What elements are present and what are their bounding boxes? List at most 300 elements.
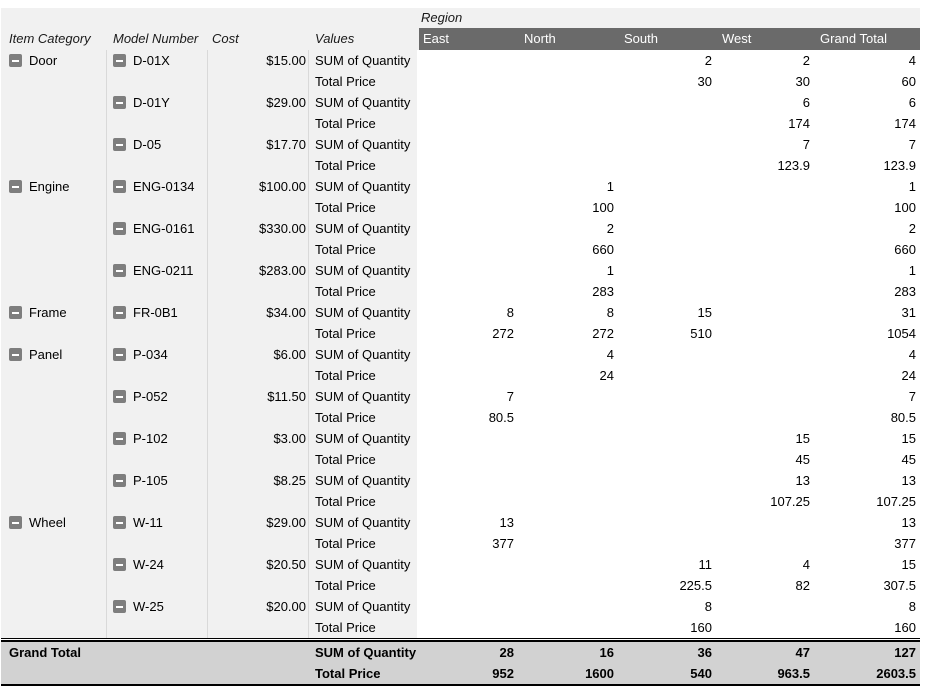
- cost-cell[interactable]: [208, 491, 309, 512]
- cell-west[interactable]: [716, 239, 814, 260]
- values-label-cell[interactable]: SUM of Quantity: [309, 470, 417, 491]
- values-label-cell[interactable]: Total Price: [309, 155, 417, 176]
- cell-grand-total[interactable]: 31: [814, 302, 920, 323]
- cost-cell[interactable]: $100.00: [208, 176, 309, 197]
- cell-west[interactable]: 7: [716, 134, 814, 155]
- cell-grand-total[interactable]: 7: [814, 386, 920, 407]
- cost-cell[interactable]: [208, 197, 309, 218]
- cell-west[interactable]: [716, 197, 814, 218]
- pivot-row: [1, 470, 920, 491]
- values-label-cell[interactable]: SUM of Quantity: [309, 344, 417, 365]
- cell-north[interactable]: [518, 407, 618, 428]
- grand-total-total[interactable]: 2603.5: [814, 663, 920, 684]
- cell-south[interactable]: 2: [618, 50, 716, 71]
- category-cell[interactable]: [1, 155, 107, 176]
- model-cell[interactable]: [107, 554, 208, 575]
- cost-cell[interactable]: [208, 449, 309, 470]
- collapse-minus-icon[interactable]: [9, 516, 22, 529]
- cost-cell[interactable]: [208, 617, 309, 638]
- cell-west[interactable]: [716, 533, 814, 554]
- collapse-minus-icon[interactable]: [113, 348, 126, 361]
- cell-grand-total[interactable]: 15: [814, 554, 920, 575]
- category-label: Wheel: [29, 515, 66, 530]
- category-cell[interactable]: [1, 617, 107, 638]
- grand-total-north[interactable]: 16: [518, 642, 618, 663]
- cell-south[interactable]: [618, 491, 716, 512]
- cell-south[interactable]: [618, 407, 716, 428]
- pivot-row: [1, 449, 920, 470]
- values-label-cell[interactable]: SUM of Quantity: [309, 260, 417, 281]
- column-header-west[interactable]: West: [716, 28, 814, 50]
- cell-east[interactable]: [417, 50, 518, 71]
- model-cell[interactable]: [107, 533, 208, 554]
- cell-east[interactable]: [417, 71, 518, 92]
- cell-west[interactable]: 82: [716, 575, 814, 596]
- model-cell[interactable]: [107, 176, 208, 197]
- cell-north[interactable]: 272: [518, 323, 618, 344]
- cell-grand-total[interactable]: 123.9: [814, 155, 920, 176]
- values-label-cell[interactable]: Total Price: [309, 365, 417, 386]
- cell-west[interactable]: 45: [716, 449, 814, 470]
- cell-east[interactable]: [417, 92, 518, 113]
- cell-south[interactable]: [618, 365, 716, 386]
- cell-east[interactable]: [417, 365, 518, 386]
- category-cell[interactable]: [1, 50, 107, 71]
- cell-east[interactable]: 13: [417, 512, 518, 533]
- cell-east[interactable]: [417, 155, 518, 176]
- cell-east[interactable]: 272: [417, 323, 518, 344]
- model-cell[interactable]: [107, 239, 208, 260]
- cell-south[interactable]: [618, 218, 716, 239]
- cell-west[interactable]: [716, 323, 814, 344]
- values-label-cell[interactable]: Total Price: [309, 239, 417, 260]
- cell-north[interactable]: [518, 533, 618, 554]
- model-cell[interactable]: [107, 302, 208, 323]
- collapse-minus-icon[interactable]: [113, 558, 126, 571]
- collapse-minus-icon[interactable]: [113, 264, 126, 277]
- cell-grand-total[interactable]: 7: [814, 134, 920, 155]
- cell-grand-total[interactable]: 8: [814, 596, 920, 617]
- cell-south[interactable]: [618, 239, 716, 260]
- cell-grand-total[interactable]: 13: [814, 470, 920, 491]
- cell-west[interactable]: 30: [716, 71, 814, 92]
- cost-cell[interactable]: [208, 71, 309, 92]
- header-values[interactable]: Values: [309, 28, 417, 50]
- cell-west[interactable]: [716, 260, 814, 281]
- model-cell[interactable]: [107, 512, 208, 533]
- cell-north[interactable]: 100: [518, 197, 618, 218]
- cell-west[interactable]: 174: [716, 113, 814, 134]
- cell-north[interactable]: [518, 617, 618, 638]
- category-cell[interactable]: [1, 533, 107, 554]
- cell-grand-total[interactable]: 24: [814, 365, 920, 386]
- cell-grand-total[interactable]: 80.5: [814, 407, 920, 428]
- model-cell[interactable]: [107, 365, 208, 386]
- model-cell[interactable]: [107, 470, 208, 491]
- grand-total-values-label: Total Price: [309, 663, 417, 684]
- values-label-cell[interactable]: SUM of Quantity: [309, 596, 417, 617]
- cell-south[interactable]: [618, 197, 716, 218]
- region-field-label[interactable]: Region: [417, 8, 920, 28]
- column-header-east[interactable]: East: [417, 28, 518, 50]
- model-label: P-052: [133, 389, 168, 404]
- values-label-cell[interactable]: Total Price: [309, 617, 417, 638]
- cell-west[interactable]: [716, 365, 814, 386]
- values-label-cell[interactable]: SUM of Quantity: [309, 302, 417, 323]
- category-cell[interactable]: [1, 428, 107, 449]
- values-label-cell[interactable]: SUM of Quantity: [309, 554, 417, 575]
- values-label-cell[interactable]: Total Price: [309, 449, 417, 470]
- collapse-minus-icon[interactable]: [113, 180, 126, 193]
- collapse-minus-icon[interactable]: [113, 54, 126, 67]
- cell-east[interactable]: 80.5: [417, 407, 518, 428]
- grand-total-south[interactable]: 540: [618, 663, 716, 684]
- cell-grand-total[interactable]: 4: [814, 344, 920, 365]
- collapse-minus-icon[interactable]: [113, 432, 126, 445]
- cost-cell[interactable]: $3.00: [208, 428, 309, 449]
- model-cell[interactable]: [107, 617, 208, 638]
- category-cell[interactable]: [1, 176, 107, 197]
- cell-north[interactable]: [518, 470, 618, 491]
- cost-cell[interactable]: [208, 113, 309, 134]
- column-header-grand-total[interactable]: Grand Total: [814, 28, 920, 50]
- model-cell[interactable]: [107, 491, 208, 512]
- cost-cell[interactable]: [208, 365, 309, 386]
- cell-west[interactable]: [716, 344, 814, 365]
- cell-south[interactable]: [618, 176, 716, 197]
- cell-east[interactable]: [417, 281, 518, 302]
- cost-cell[interactable]: [208, 575, 309, 596]
- cell-grand-total[interactable]: 1054: [814, 323, 920, 344]
- column-header-north[interactable]: North: [518, 28, 618, 50]
- model-cell[interactable]: [107, 281, 208, 302]
- values-label-cell[interactable]: Total Price: [309, 197, 417, 218]
- category-cell[interactable]: [1, 449, 107, 470]
- cost-cell[interactable]: [208, 239, 309, 260]
- model-cell[interactable]: [107, 197, 208, 218]
- category-cell[interactable]: [1, 92, 107, 113]
- cell-south[interactable]: [618, 113, 716, 134]
- collapse-minus-icon[interactable]: [113, 222, 126, 235]
- collapse-minus-icon[interactable]: [113, 516, 126, 529]
- cost-cell[interactable]: $34.00: [208, 302, 309, 323]
- category-cell[interactable]: [1, 197, 107, 218]
- collapse-minus-icon[interactable]: [9, 180, 22, 193]
- values-label-cell[interactable]: SUM of Quantity: [309, 134, 417, 155]
- cell-north[interactable]: 4: [518, 344, 618, 365]
- cell-grand-total[interactable]: 45: [814, 449, 920, 470]
- cell-west[interactable]: [716, 617, 814, 638]
- grand-total-east[interactable]: 28: [417, 642, 518, 663]
- cell-south[interactable]: 160: [618, 617, 716, 638]
- cost-cell[interactable]: [208, 323, 309, 344]
- cost-cell[interactable]: $11.50: [208, 386, 309, 407]
- category-cell[interactable]: [1, 575, 107, 596]
- cell-north[interactable]: [518, 575, 618, 596]
- category-cell[interactable]: [1, 260, 107, 281]
- cell-east[interactable]: [417, 260, 518, 281]
- cell-north[interactable]: [518, 428, 618, 449]
- cell-east[interactable]: [417, 449, 518, 470]
- collapse-minus-icon[interactable]: [113, 96, 126, 109]
- footer-model-cell: [107, 642, 208, 663]
- collapse-minus-icon[interactable]: [113, 474, 126, 487]
- cell-west[interactable]: [716, 386, 814, 407]
- cell-east[interactable]: 8: [417, 302, 518, 323]
- cell-west[interactable]: [716, 218, 814, 239]
- values-label-cell[interactable]: Total Price: [309, 575, 417, 596]
- cell-south[interactable]: 225.5: [618, 575, 716, 596]
- model-cell[interactable]: [107, 575, 208, 596]
- model-cell[interactable]: [107, 260, 208, 281]
- cell-grand-total[interactable]: 377: [814, 533, 920, 554]
- cell-north[interactable]: [518, 50, 618, 71]
- cell-south[interactable]: 30: [618, 71, 716, 92]
- cell-east[interactable]: [417, 575, 518, 596]
- cell-east[interactable]: [417, 239, 518, 260]
- cell-west[interactable]: [716, 512, 814, 533]
- cell-grand-total[interactable]: 107.25: [814, 491, 920, 512]
- table-bottom-border: [1, 684, 920, 686]
- cell-west[interactable]: [716, 176, 814, 197]
- cell-grand-total[interactable]: 307.5: [814, 575, 920, 596]
- category-cell[interactable]: [1, 113, 107, 134]
- values-label-cell[interactable]: SUM of Quantity: [309, 512, 417, 533]
- header-cost[interactable]: Cost: [208, 28, 309, 50]
- cell-north[interactable]: 24: [518, 365, 618, 386]
- cell-grand-total[interactable]: 660: [814, 239, 920, 260]
- cell-grand-total[interactable]: 283: [814, 281, 920, 302]
- category-cell[interactable]: [1, 344, 107, 365]
- cell-north[interactable]: [518, 113, 618, 134]
- grand-total-south[interactable]: 36: [618, 642, 716, 663]
- cost-cell[interactable]: $20.50: [208, 554, 309, 575]
- cell-south[interactable]: [618, 428, 716, 449]
- category-cell[interactable]: [1, 470, 107, 491]
- cell-west[interactable]: 15: [716, 428, 814, 449]
- collapse-minus-icon[interactable]: [113, 306, 126, 319]
- cell-grand-total[interactable]: 60: [814, 71, 920, 92]
- cost-cell[interactable]: $29.00: [208, 512, 309, 533]
- cell-east[interactable]: [417, 344, 518, 365]
- model-cell[interactable]: [107, 218, 208, 239]
- values-label-cell[interactable]: Total Price: [309, 407, 417, 428]
- cell-south[interactable]: [618, 533, 716, 554]
- cell-east[interactable]: [417, 197, 518, 218]
- cell-north[interactable]: [518, 596, 618, 617]
- cell-south[interactable]: 8: [618, 596, 716, 617]
- cell-south[interactable]: [618, 449, 716, 470]
- cell-east[interactable]: [417, 596, 518, 617]
- cell-north[interactable]: [518, 512, 618, 533]
- cell-south[interactable]: [618, 281, 716, 302]
- cell-north[interactable]: 1: [518, 176, 618, 197]
- model-cell[interactable]: [107, 386, 208, 407]
- cell-east[interactable]: [417, 554, 518, 575]
- cost-cell[interactable]: [208, 407, 309, 428]
- cell-west[interactable]: [716, 407, 814, 428]
- cost-cell[interactable]: [208, 533, 309, 554]
- cell-south[interactable]: 11: [618, 554, 716, 575]
- cell-grand-total[interactable]: 174: [814, 113, 920, 134]
- grand-total-east[interactable]: 952: [417, 663, 518, 684]
- cell-east[interactable]: 377: [417, 533, 518, 554]
- cell-south[interactable]: [618, 155, 716, 176]
- values-label-cell[interactable]: SUM of Quantity: [309, 176, 417, 197]
- cell-north[interactable]: 283: [518, 281, 618, 302]
- cell-west[interactable]: 2: [716, 50, 814, 71]
- values-label-cell[interactable]: Total Price: [309, 113, 417, 134]
- cell-grand-total[interactable]: 6: [814, 92, 920, 113]
- cell-north[interactable]: [518, 92, 618, 113]
- model-label: ENG-0161: [133, 221, 195, 236]
- values-label-cell[interactable]: Total Price: [309, 71, 417, 92]
- cell-north[interactable]: [518, 71, 618, 92]
- category-cell[interactable]: [1, 302, 107, 323]
- cost-cell[interactable]: $20.00: [208, 596, 309, 617]
- cell-north[interactable]: [518, 134, 618, 155]
- cell-east[interactable]: [417, 428, 518, 449]
- cell-grand-total[interactable]: 4: [814, 50, 920, 71]
- values-label-cell[interactable]: Total Price: [309, 323, 417, 344]
- cell-west[interactable]: [716, 281, 814, 302]
- values-label-cell[interactable]: SUM of Quantity: [309, 92, 417, 113]
- model-cell[interactable]: [107, 407, 208, 428]
- model-cell[interactable]: [107, 134, 208, 155]
- cell-grand-total[interactable]: 15: [814, 428, 920, 449]
- cell-north[interactable]: [518, 449, 618, 470]
- category-cell[interactable]: [1, 407, 107, 428]
- model-cell[interactable]: [107, 323, 208, 344]
- cell-east[interactable]: [417, 470, 518, 491]
- grand-total-west[interactable]: 963.5: [716, 663, 814, 684]
- cost-cell[interactable]: $8.25: [208, 470, 309, 491]
- values-label-cell[interactable]: SUM of Quantity: [309, 218, 417, 239]
- collapse-minus-icon[interactable]: [113, 138, 126, 151]
- cell-west[interactable]: 6: [716, 92, 814, 113]
- cell-east[interactable]: 7: [417, 386, 518, 407]
- model-cell[interactable]: [107, 50, 208, 71]
- grand-total-total[interactable]: 127: [814, 642, 920, 663]
- values-label-cell[interactable]: SUM of Quantity: [309, 428, 417, 449]
- cell-south[interactable]: [618, 386, 716, 407]
- cell-north[interactable]: [518, 554, 618, 575]
- cost-cell[interactable]: $283.00: [208, 260, 309, 281]
- cost-cell[interactable]: $29.00: [208, 92, 309, 113]
- cell-south[interactable]: 15: [618, 302, 716, 323]
- cell-north[interactable]: [518, 386, 618, 407]
- category-cell[interactable]: [1, 239, 107, 260]
- collapse-minus-icon[interactable]: [113, 600, 126, 613]
- cell-north[interactable]: 8: [518, 302, 618, 323]
- pivot-row: [1, 365, 920, 386]
- model-cell[interactable]: [107, 71, 208, 92]
- cell-west[interactable]: 4: [716, 554, 814, 575]
- cell-grand-total[interactable]: 1: [814, 176, 920, 197]
- collapse-minus-icon[interactable]: [113, 390, 126, 403]
- cell-north[interactable]: 2: [518, 218, 618, 239]
- model-cell[interactable]: [107, 113, 208, 134]
- cost-cell[interactable]: $6.00: [208, 344, 309, 365]
- category-cell[interactable]: [1, 596, 107, 617]
- grand-total-north[interactable]: 1600: [518, 663, 618, 684]
- category-cell[interactable]: [1, 554, 107, 575]
- values-label-cell[interactable]: Total Price: [309, 491, 417, 512]
- cell-north[interactable]: [518, 491, 618, 512]
- cell-grand-total[interactable]: 160: [814, 617, 920, 638]
- model-cell[interactable]: [107, 596, 208, 617]
- cell-east[interactable]: [417, 176, 518, 197]
- cost-cell[interactable]: $15.00: [208, 50, 309, 71]
- values-label-cell[interactable]: Total Price: [309, 533, 417, 554]
- model-cell[interactable]: [107, 344, 208, 365]
- cell-west[interactable]: 107.25: [716, 491, 814, 512]
- category-cell[interactable]: [1, 218, 107, 239]
- cell-east[interactable]: [417, 134, 518, 155]
- collapse-minus-icon[interactable]: [9, 348, 22, 361]
- cell-west[interactable]: [716, 596, 814, 617]
- model-cell[interactable]: [107, 92, 208, 113]
- cost-cell[interactable]: [208, 281, 309, 302]
- cell-west[interactable]: [716, 302, 814, 323]
- cell-west[interactable]: 123.9: [716, 155, 814, 176]
- category-cell[interactable]: [1, 512, 107, 533]
- category-cell[interactable]: [1, 491, 107, 512]
- cell-grand-total[interactable]: 2: [814, 218, 920, 239]
- values-label-cell[interactable]: SUM of Quantity: [309, 386, 417, 407]
- category-cell[interactable]: [1, 386, 107, 407]
- category-cell[interactable]: [1, 71, 107, 92]
- cell-grand-total[interactable]: 100: [814, 197, 920, 218]
- header-model-number[interactable]: Model Number: [107, 28, 208, 50]
- collapse-minus-icon[interactable]: [9, 54, 22, 67]
- cell-south[interactable]: [618, 92, 716, 113]
- category-cell[interactable]: [1, 281, 107, 302]
- cell-south[interactable]: [618, 512, 716, 533]
- values-label-cell[interactable]: SUM of Quantity: [309, 50, 417, 71]
- cell-grand-total[interactable]: 13: [814, 512, 920, 533]
- collapse-minus-icon[interactable]: [9, 306, 22, 319]
- grand-total-west[interactable]: 47: [716, 642, 814, 663]
- cell-south[interactable]: [618, 260, 716, 281]
- cost-cell[interactable]: $330.00: [208, 218, 309, 239]
- cell-north[interactable]: 1: [518, 260, 618, 281]
- cell-east[interactable]: [417, 218, 518, 239]
- values-label-cell[interactable]: Total Price: [309, 281, 417, 302]
- cell-north[interactable]: [518, 155, 618, 176]
- category-cell[interactable]: [1, 365, 107, 386]
- cell-north[interactable]: 660: [518, 239, 618, 260]
- header-item-category[interactable]: Item Category: [1, 28, 107, 50]
- cost-cell[interactable]: $17.70: [208, 134, 309, 155]
- cell-grand-total[interactable]: 1: [814, 260, 920, 281]
- cell-south[interactable]: [618, 470, 716, 491]
- model-cell[interactable]: [107, 428, 208, 449]
- model-cell[interactable]: [107, 155, 208, 176]
- cell-east[interactable]: [417, 617, 518, 638]
- category-cell[interactable]: [1, 323, 107, 344]
- cell-west[interactable]: 13: [716, 470, 814, 491]
- category-cell[interactable]: [1, 134, 107, 155]
- cell-south[interactable]: [618, 134, 716, 155]
- cell-east[interactable]: [417, 491, 518, 512]
- column-header-south[interactable]: South: [618, 28, 716, 50]
- cell-south[interactable]: 510: [618, 323, 716, 344]
- cell-south[interactable]: [618, 344, 716, 365]
- model-cell[interactable]: [107, 449, 208, 470]
- cost-cell[interactable]: [208, 155, 309, 176]
- cell-east[interactable]: [417, 113, 518, 134]
